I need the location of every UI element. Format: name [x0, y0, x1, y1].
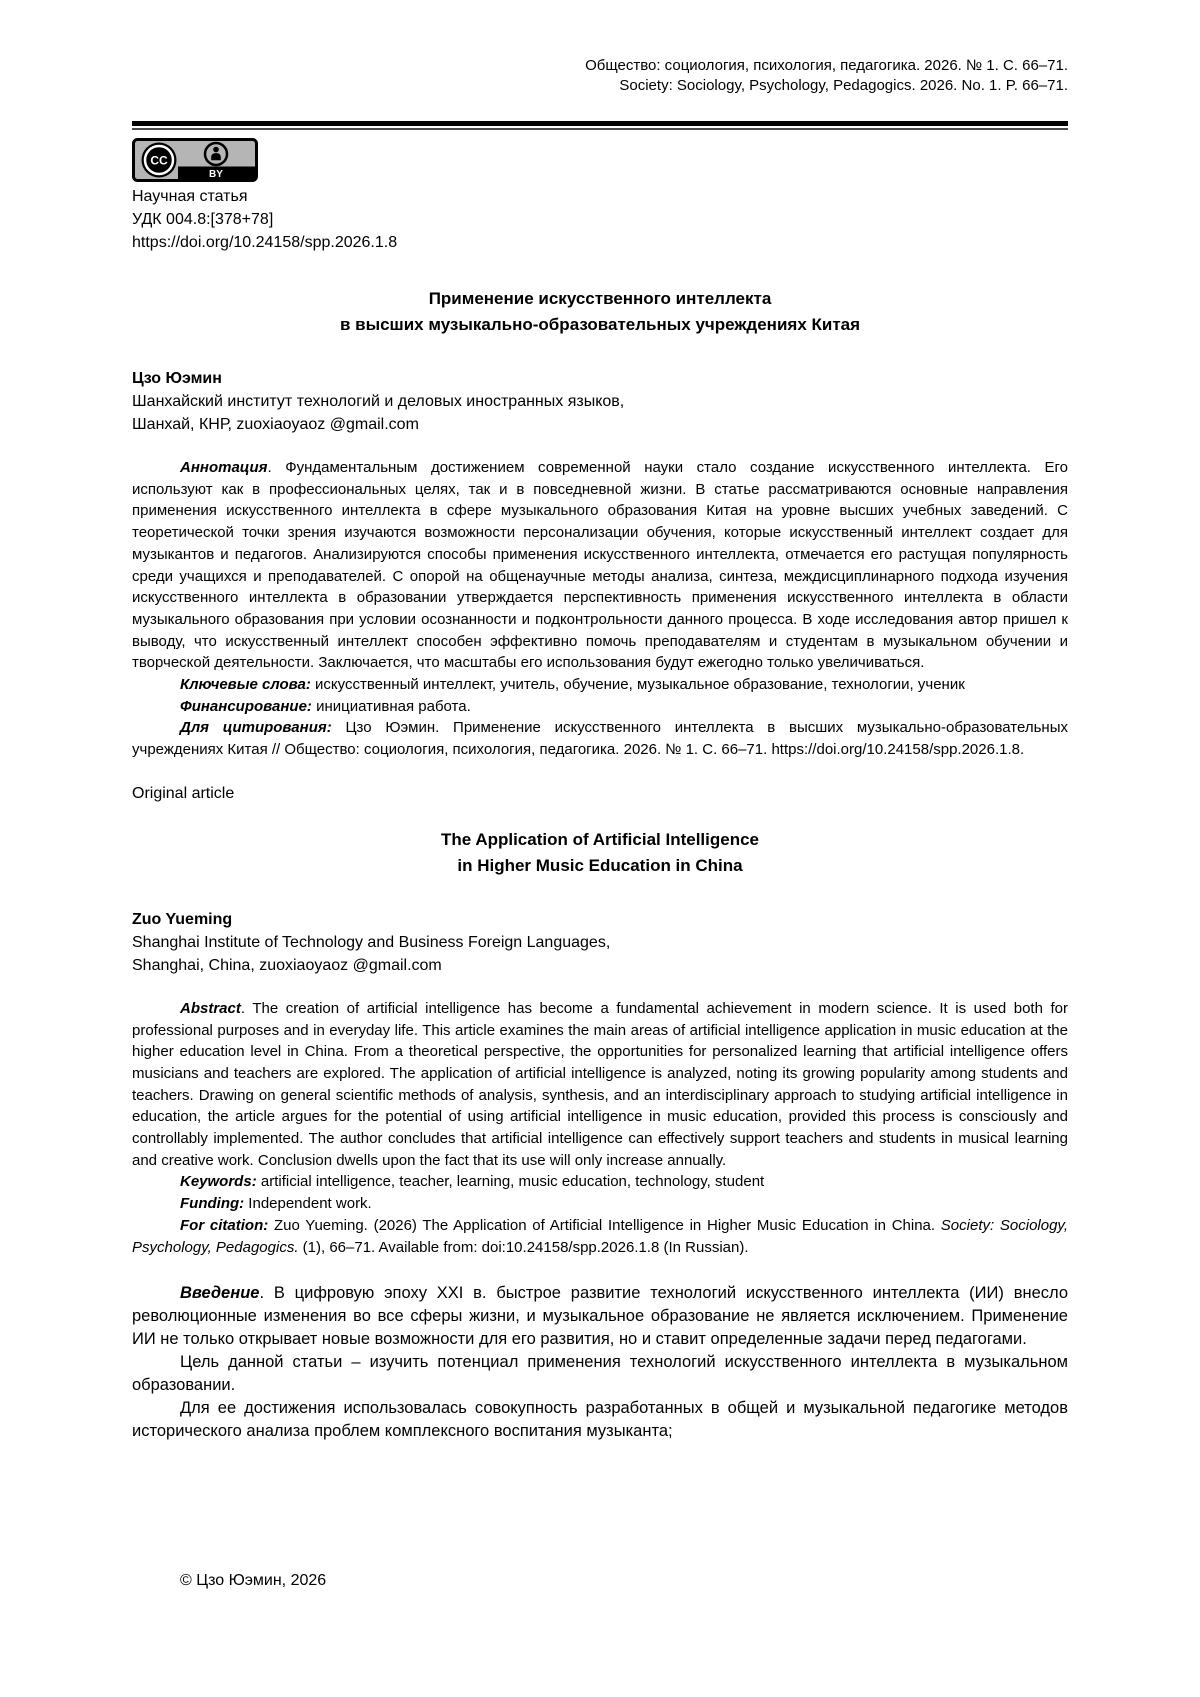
journal-header [132, 0, 1068, 96]
abstract-en-lead: Abstract [180, 999, 241, 1017]
cc-by-icon [132, 138, 258, 182]
abstract-section-ru [132, 457, 1068, 761]
author-block-ru [132, 367, 1068, 436]
title-en [132, 827, 1068, 879]
funding-ru-paragraph: Финансирование: инициативная работа. [180, 697, 471, 715]
author-affiliation-en: Shanghai Institute of Technology and Business Foreign Languages, [132, 933, 611, 951]
citation-en-paragraph: For citation: Zuo Yueming. (2026) The Application of Artificial Intelligence in Higher Music Education in China. Society: Sociology, Psychology, Pedagogics. (1), 66–71. Available from: doi:10.24158/spp.2026.1.8 (In Russian). [132, 1216, 1068, 1256]
goal-paragraph: Цель данной статьи – изучить потенциал применения технологий искусственного интеллекта в музыкальном образовании. [132, 1353, 1068, 1395]
article-type-label: Научная статья [132, 188, 248, 205]
citation-ru-paragraph: Для цитирования: Цзо Юэмин. Применение искусственного интеллекта в высших музыкально-образовательных учреждениях Китая // Общество: социология, психология, педагогика. 2026. № 1. С. 66–71. https://doi.org/10.24158/spp.2026.1.8. [132, 719, 1068, 759]
abstract-ru-paragraph: Аннотация. Фундаментальным достижением современной науки стало создание искусственного интеллекта. Его используют как в профессиональных целях, так и в повседневной жизни. В статье рассматриваются основные направления применения искусственного интеллекта в сфере музыкального образования Китая на уровне высших учебных заведений. С теоретической точки зрения изучаются возможности персонализации обучения, которые искусственный интеллект создает для музыкантов и педагогов. Анализируются способы применения искусственного интеллекта, отмечается его растущая популярность среди учащихся и преподавателей. С опорой на общенаучные методы анализа, синтеза, междисциплинарного подхода изучения искусственного интеллекта в образовании утверждается перспективность применения искусственного интеллекта в области музыкального образования при условии осознанности и подконтрольности данного процесса. В ходе исследования автор пришел к выводу, что искусственный интеллект способен эффективно помочь преподавателям и студентам в музыкальном обучении и творческой деятельности. Заключается, что масштабы его использования будут ежегодно только увеличиваться. [132, 459, 1068, 672]
funding-ru-lead: Финансирование: [180, 697, 312, 715]
abstract-en-paragraph: Abstract. The creation of artificial intelligence has become a fundamental achievement in modern science. It is used both for professional purposes and in everyday life. This article examines the main areas of artificial intelligence application in music education at the higher education level in China. From a theoretical perspective, the opportunities for personalized learning that artificial intelligence offers musicians and teachers are explored. The application of artificial intelligence is analyzed, noting its growing popularity among students and teachers. Drawing on general scientific methods of analysis, synthesis, and an interdisciplinary approach to studying artificial intelligence in education, the article argues for the potential of using artificial intelligence in music education, provided this process is consciously and controllably implemented. The author concludes that artificial intelligence can effectively support teachers and students in musical learning and creative work. Conclusion dwells upon the fact that its use will only increase annually. [132, 999, 1068, 1169]
abstract-ru-lead: Аннотация [180, 459, 268, 476]
title-ru-line1: Применение искусственного интеллекта [428, 289, 772, 308]
methods-paragraph: Для ее достижения использовалась совокупность разработанных в общей и музыкальной педагогике методов исторического анализа проблем комплексного воспитания музыканта; [132, 1399, 1068, 1441]
doi-link: https://doi.org/10.24158/spp.2026.1.8 [132, 234, 398, 251]
article-body [132, 1282, 1068, 1443]
udc-label: УДК 004.8:[378+78] [132, 211, 274, 228]
citation-ru-lead: Для цитирования: [180, 719, 332, 737]
keywords-ru-paragraph: Ключевые слова: искусственный интеллект, учитель, обучение, музыкальное образование, технологии, ученик [180, 676, 965, 694]
copyright-line: © Цзо Юэмин, 2026 [180, 1572, 327, 1589]
funding-en-paragraph: Funding: Independent work. [180, 1195, 372, 1213]
keywords-ru-lead: Ключевые слова: [180, 676, 311, 694]
divider-thin-line [132, 128, 1068, 130]
title-en-line1: The Application of Artificial Intelligence [441, 829, 759, 849]
article-type-label-en: Original article [132, 784, 235, 802]
keywords-en-lead: Keywords: [180, 1173, 257, 1191]
title-en-line2: in Higher Music Education in China [457, 855, 743, 875]
title-ru-line2: в высших музыкально-образовательных учреждениях Китая [339, 315, 861, 334]
keywords-en-paragraph: Keywords: artificial intelligence, teacher, learning, music education, technology, student [180, 1173, 765, 1191]
intro-paragraph: Введение. В цифровую эпоху XXI в. быстрое развитие технологий искусственного интеллекта (ИИ) внесло революционные изменения во все сферы жизни, и музыкальное образование не является исключением. Применение ИИ не только открывает новые возможности для его развития, но и ставит определенные задачи перед педагогами. [132, 1284, 1068, 1349]
author-name-en: Zuo Yueming [132, 910, 233, 928]
journal-ref-ru: Общество: социология, психология, педагогика. 2026. № 1. С. 66–71. [585, 57, 1068, 74]
author-contact-en: Shanghai, China, zuoxiaoyaoz @gmail.com [132, 956, 442, 974]
svg-text:BY: BY [209, 169, 223, 180]
author-affiliation-ru: Шанхайский институт технологий и деловых иностранных языков, [132, 393, 625, 410]
header-divider [132, 121, 1068, 130]
intro-lead: Введение [180, 1284, 260, 1303]
title-ru [132, 286, 1068, 338]
funding-en-lead: Funding: [180, 1195, 245, 1213]
journal-title-italic: Society: Sociology, Psychology, Pedagogics. [132, 1216, 1068, 1256]
journal-ref-en: Society: Sociology, Psychology, Pedagogics. 2026. No. 1. P. 66–71. [619, 77, 1068, 94]
author-name-ru: Цзо Юэмин [132, 370, 222, 387]
abstract-section-en [132, 998, 1068, 1258]
author-contact-ru: Шанхай, КНР, zuoxiaoyaoz @gmail.com [132, 416, 419, 433]
article-meta [132, 185, 1068, 254]
citation-en-lead: For citation: [180, 1216, 269, 1234]
author-block-en [132, 908, 1068, 977]
cc-by-license-badge [132, 138, 258, 182]
svg-text:CC: CC [150, 153, 168, 168]
